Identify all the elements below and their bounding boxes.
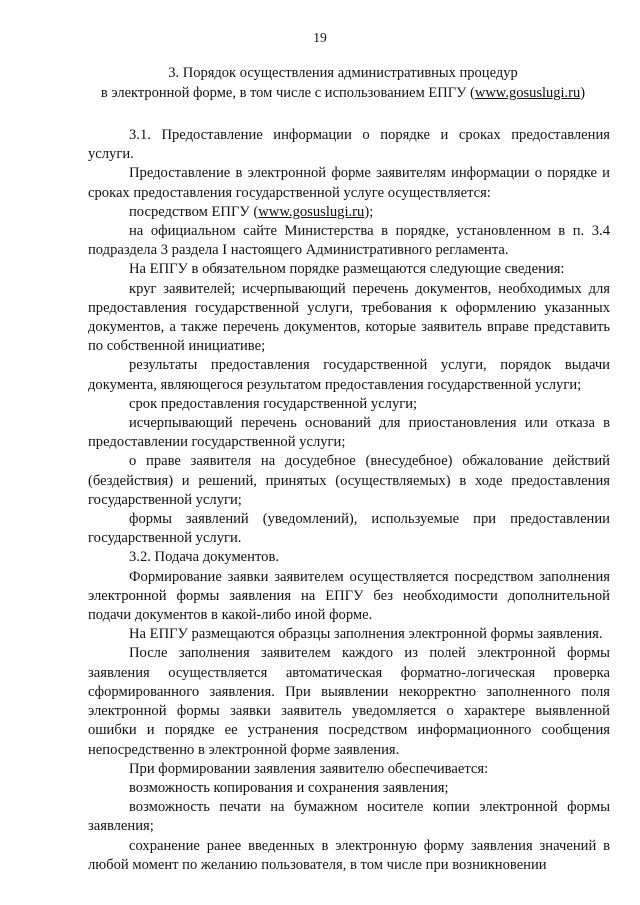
heading-line-2-text: в электронной форме, в том числе с использованием ЕПГУ ( [100, 85, 475, 101]
paragraph: формы заявлений (уведомлений), используемые при предоставлении государственной услуги. [88, 511, 610, 547]
paragraph: срок предоставления государственной услуги; [129, 395, 418, 412]
paragraph: Предоставление в электронной форме заявителям информации о порядке и сроках предоставления государственной услуге осуществляется: [88, 165, 610, 201]
gosuslugi-link[interactable]: www.gosuslugi.ru [258, 203, 365, 220]
document-body [88, 126, 610, 875]
paragraph-text: посредством ЕПГУ ( [129, 203, 259, 220]
section-heading [88, 63, 598, 103]
paragraph: на официальном сайте Министерства в порядке, установленном в п. 3.4 подраздела 3 раздела I настоящего Административного регламента. [88, 223, 610, 259]
paragraph: На ЕПГУ в обязательном порядке размещаются следующие сведения: [129, 261, 565, 278]
paragraph: возможность печати на бумажном носителе копии электронной формы заявления; [88, 799, 610, 835]
paragraph: результаты предоставления государственной услуги, порядок выдачи документа, являющегося результатом предоставления государственной услуги; [88, 357, 610, 393]
gosuslugi-link[interactable]: www.gosuslugi.ru [474, 85, 581, 101]
paragraph: исчерпывающий перечень оснований для приостановления или отказа в предоставлении государственной услуги; [88, 415, 610, 451]
heading-line-1: 3. Порядок осуществления административных процедур [168, 65, 518, 81]
paragraph: сохранение ранее введенных в электронную форму заявления значений в любой момент по желанию пользователя, в том числе при возникновении [88, 837, 610, 873]
paragraph: о праве заявителя на досудебное (внесудебное) обжалование действий (бездействия) и решений, принятых (осуществляемых) в ходе предоставления государственной услуги; [88, 453, 610, 508]
paragraph: Формирование заявки заявителем осуществляется посредством заполнения электронной формы заявления на ЕПГУ без необходимости дополнительной подачи документов в какой-либо иной форме. [88, 568, 610, 624]
paragraph: При формировании заявления заявителю обеспечивается: [129, 760, 489, 777]
paragraph: возможность копирования и сохранения заявления; [129, 779, 449, 796]
paragraph: На ЕПГУ размещаются образцы заполнения электронной формы заявления. [129, 626, 603, 643]
heading-line-2 [88, 83, 598, 103]
paragraph: круг заявителей; исчерпывающий перечень документов, необходимых для предоставления государственной услуги, требования к оформлению указанных документов, а также перечень документов, которые заявитель вправе представить по собственной инициативе; [88, 280, 610, 355]
paragraph: 3.1. Предоставление информации о порядке и сроках предоставления услуги. [88, 127, 610, 163]
paragraph [88, 203, 610, 222]
paragraph: После заполнения заявителем каждого из полей электронной формы заявления осуществляется автоматическая форматно-логическая проверка сформированного заявления. При выявлении некорректно заполненного поля электронной формы заявки заявитель уведомляется о характере выявленной ошибки и порядке ее устранения посредством информационного сообщения непосредственно в электронной форме заявления. [88, 645, 610, 758]
paragraph-text: ); [364, 203, 374, 220]
page-number: 19 [313, 30, 327, 45]
heading-line-2-end: ) [580, 85, 586, 101]
paragraph: 3.2. Подача документов. [129, 549, 279, 566]
